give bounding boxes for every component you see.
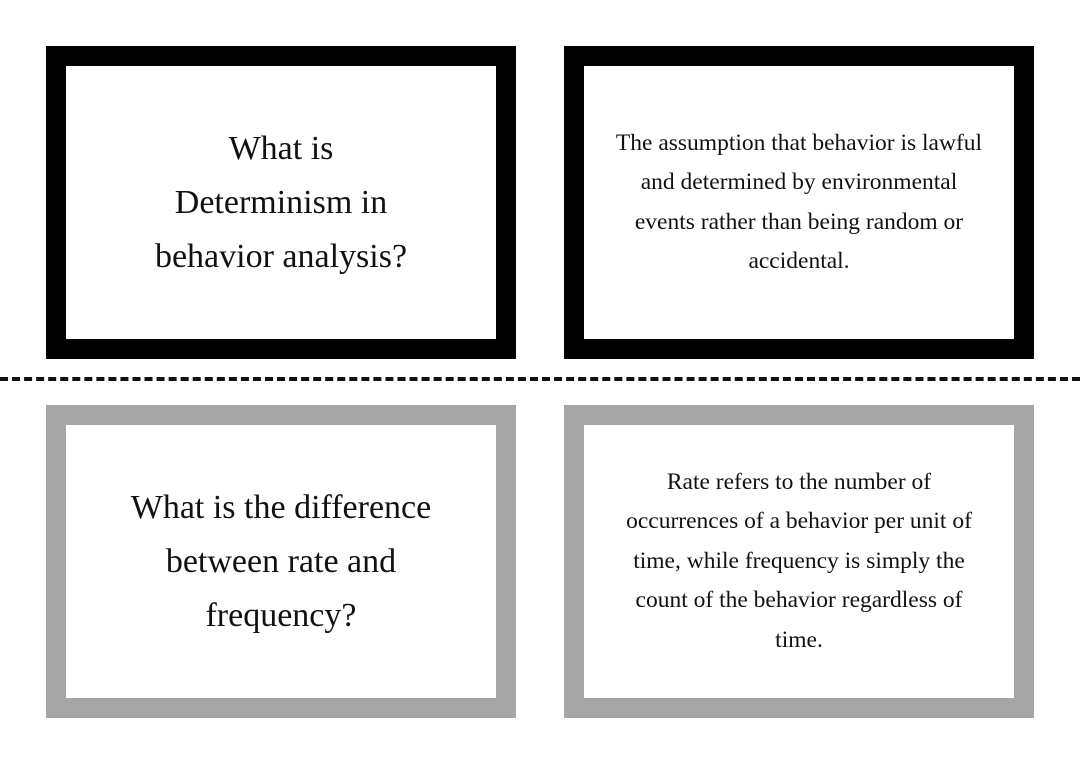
flashcard-answer-1 [564,46,1034,359]
answer-text: The assumption that behavior is lawful and determined by environmental events rather than being random or accidental. [615,129,983,274]
question-text: What is the difference between rate and frequency? [130,488,432,634]
flashcard-answer-2 [564,405,1034,718]
answer-text: Rate refers to the number of occurrences of a behavior per unit of time, while frequency is simply the count of the behavior regardless of time. [626,468,972,653]
flashcard-question-2 [46,405,516,718]
cut-line-divider [0,377,1080,381]
question-text: What is Determinism in behavior analysis? [154,129,408,275]
flashcard-question-1 [46,46,516,359]
